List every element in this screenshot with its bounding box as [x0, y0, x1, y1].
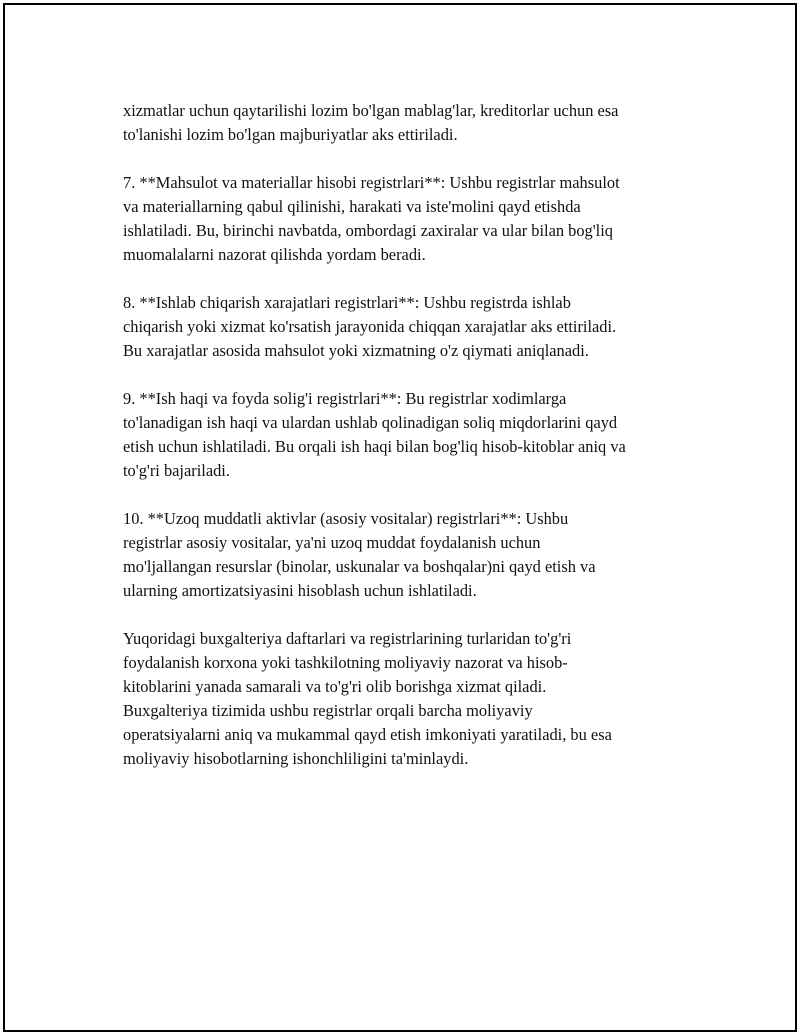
text-line: chiqarish yoki xizmat ko'rsatish jarayonida chiqqan xarajatlar aks ettiriladi.: [123, 317, 617, 336]
text-line: Buxgalteriya tizimida ushbu registrlar orqali barcha moliyaviy: [123, 701, 533, 720]
conclusion-paragraph: [123, 627, 713, 771]
text-line: kitoblarini yanada samarali va to'g'ri olib borishga xizmat qiladi.: [123, 677, 547, 696]
text-line: moliyaviy hisobotlarning ishonchliligini ta'minlaydi.: [123, 749, 469, 768]
list-item-7: [123, 171, 713, 267]
text-line: registrlar asosiy vositalar, ya'ni uzoq muddat foydalanish uchun: [123, 533, 541, 552]
text-line: foydalanish korxona yoki tashkilotning moliyaviy nazorat va hisob-: [123, 653, 568, 672]
document-body: [123, 99, 713, 795]
text-line: 9. **Ish haqi va foyda solig'i registrlari**: Bu registrlar xodimlarga: [123, 389, 567, 408]
text-line: Bu xarajatlar asosida mahsulot yoki xizmatning o'z qiymati aniqlanadi.: [123, 341, 589, 360]
text-line: operatsiyalarni aniq va mukammal qayd etish imkoniyati yaratiladi, bu esa: [123, 725, 612, 744]
text-line: Yuqoridagi buxgalteriya daftarlari va registrlarining turlaridan to'g'ri: [123, 629, 572, 648]
text-line: va materiallarning qabul qilinishi, harakati va iste'molini qayd etishda: [123, 197, 581, 216]
text-line: ularning amortizatsiyasini hisoblash uchun ishlatiladi.: [123, 581, 477, 600]
list-item-10: [123, 507, 713, 603]
text-line: etish uchun ishlatiladi. Bu orqali ish haqi bilan bog'liq hisob-kitoblar aniq va: [123, 437, 626, 456]
text-line: mo'ljallangan resurslar (binolar, uskunalar va boshqalar)ni qayd etish va: [123, 557, 596, 576]
text-line: 8. **Ishlab chiqarish xarajatlari registrlari**: Ushbu registrda ishlab: [123, 293, 571, 312]
page-frame: [3, 3, 797, 1032]
text-line: 7. **Mahsulot va materiallar hisobi registrlari**: Ushbu registrlar mahsulot: [123, 173, 620, 192]
text-line: to'lanishi lozim bo'lgan majburiyatlar aks ettiriladi.: [123, 125, 458, 144]
text-line: to'lanadigan ish haqi va ulardan ushlab qolinadigan soliq miqdorlarini qayd: [123, 413, 618, 432]
paragraph-continuation: [123, 99, 713, 147]
text-line: ishlatiladi. Bu, birinchi navbatda, ombordagi zaxiralar va ular bilan bog'liq: [123, 221, 613, 240]
text-line: xizmatlar uchun qaytarilishi lozim bo'lgan mablag'lar, kreditorlar uchun esa: [123, 101, 619, 120]
text-line: 10. **Uzoq muddatli aktivlar (asosiy vositalar) registrlari**: Ushbu: [123, 509, 569, 528]
list-item-8: [123, 291, 713, 363]
list-item-9: [123, 387, 713, 483]
text-line: to'g'ri bajariladi.: [123, 461, 230, 480]
text-line: muomalalarni nazorat qilishda yordam beradi.: [123, 245, 426, 264]
